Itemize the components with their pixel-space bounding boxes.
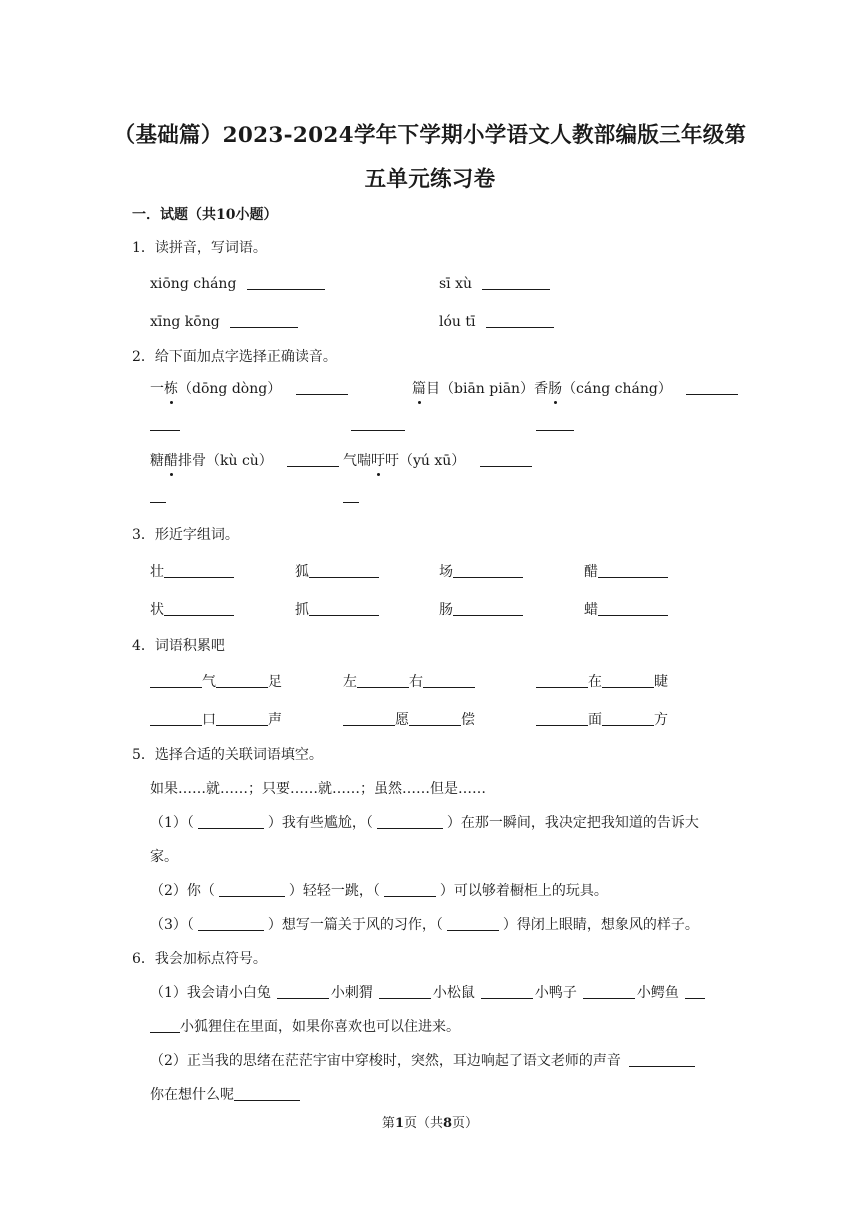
char: 在 xyxy=(588,674,602,690)
q5-sentence-1-wrap: 家。 xyxy=(150,849,178,865)
answer-blank[interactable] xyxy=(453,600,523,616)
answer-blank[interactable] xyxy=(482,274,550,290)
char: 壮 xyxy=(150,564,164,580)
q4-stem: 4．词语积累吧 xyxy=(132,638,225,654)
char: 肠 xyxy=(439,602,453,618)
answer-blank[interactable] xyxy=(384,881,436,897)
pinyin-options: （dōng dòng） xyxy=(178,381,282,397)
answer-blank[interactable] xyxy=(198,915,264,931)
pinyin: xīng kōng xyxy=(150,314,220,330)
q3-stem: 3．形近字组词。 xyxy=(132,527,239,543)
answer-blank[interactable] xyxy=(150,710,202,726)
answer-blank[interactable] xyxy=(598,600,668,616)
q3-item xyxy=(150,599,234,619)
idiom-item xyxy=(536,671,668,691)
answer-blank[interactable] xyxy=(343,710,395,726)
text: 小鸭子 xyxy=(534,985,577,1001)
answer-blank[interactable] xyxy=(602,672,654,688)
answer-blank-wrap[interactable] xyxy=(343,501,359,503)
q1-item xyxy=(150,274,325,292)
answer-blank[interactable] xyxy=(296,379,348,395)
q6-sentence-1 xyxy=(150,982,705,1002)
char: 右 xyxy=(409,674,423,690)
pinyin: lóu tī xyxy=(439,314,476,330)
text: （3）（ xyxy=(150,917,194,933)
answer-blank[interactable] xyxy=(230,312,298,328)
pinyin-options: （cáng cháng） xyxy=(562,381,672,397)
answer-blank[interactable] xyxy=(486,312,554,328)
char: 口 xyxy=(202,712,216,728)
q3-item xyxy=(295,561,379,581)
page-title-line2: 五单元练习卷 xyxy=(364,167,496,192)
q6-sentence-1-wrap xyxy=(150,1016,460,1036)
answer-blank[interactable] xyxy=(247,274,325,290)
answer-blank[interactable] xyxy=(216,710,268,726)
q3-item xyxy=(584,561,668,581)
text: 页（共 xyxy=(403,1116,443,1131)
answer-blank[interactable] xyxy=(583,983,635,999)
char: 声 xyxy=(268,712,282,728)
q1-item xyxy=(150,312,298,330)
answer-blank[interactable] xyxy=(409,710,461,726)
pinyin-options: 吁（yú xū） xyxy=(385,453,466,469)
page-number: 1 xyxy=(394,1116,404,1131)
answer-blank[interactable] xyxy=(357,672,409,688)
q5-sentence-2 xyxy=(150,880,608,900)
text: （2）你（ xyxy=(150,883,215,899)
text: ）想写一篇关于风的习作，（ xyxy=(267,917,443,933)
answer-blank[interactable] xyxy=(685,983,705,999)
text: 页） xyxy=(452,1116,479,1131)
answer-blank-wrap[interactable] xyxy=(150,429,180,431)
q2-item xyxy=(150,378,348,398)
text: 小松鼠 xyxy=(432,985,475,1001)
pinyin: xiōng cháng xyxy=(150,276,237,292)
answer-blank-wrap[interactable] xyxy=(536,429,574,431)
answer-blank-wrap[interactable] xyxy=(150,501,166,503)
q5-stem: 5．选择合适的关联词语填空。 xyxy=(132,747,323,763)
text: 一 xyxy=(150,381,164,397)
q6-sentence-2-wrap xyxy=(150,1084,300,1104)
answer-blank[interactable] xyxy=(219,881,285,897)
answer-blank[interactable] xyxy=(164,600,234,616)
text: ）得闭上眼睛，想象风的样子。 xyxy=(502,917,699,933)
text: 气喘 xyxy=(343,453,371,469)
answer-blank[interactable] xyxy=(377,813,443,829)
pinyin-options: 排骨（kù cù） xyxy=(178,453,273,469)
text: （1）（ xyxy=(150,815,194,831)
page-footer xyxy=(0,1112,860,1131)
q2-stem: 2．给下面加点字选择正确读音。 xyxy=(132,349,337,365)
dotted-char: 肠 xyxy=(548,378,562,398)
answer-blank[interactable] xyxy=(536,710,588,726)
char: 左 xyxy=(343,674,357,690)
answer-blank-wrap[interactable] xyxy=(351,429,405,431)
q3-item xyxy=(439,599,523,619)
text: 小刺猬 xyxy=(330,985,373,1001)
q3-item xyxy=(150,561,234,581)
idiom-item xyxy=(343,671,475,691)
char: 面 xyxy=(588,712,602,728)
answer-blank[interactable] xyxy=(150,1017,180,1033)
answer-blank[interactable] xyxy=(216,672,268,688)
q3-item xyxy=(584,599,668,619)
dotted-char: 篇 xyxy=(412,378,426,398)
q6-sentence-2 xyxy=(150,1050,695,1070)
text: 小狐狸住在里面，如果你喜欢也可以住进来。 xyxy=(180,1019,460,1035)
answer-blank[interactable] xyxy=(198,813,264,829)
text: 香 xyxy=(534,381,549,397)
answer-blank[interactable] xyxy=(602,710,654,726)
answer-blank[interactable] xyxy=(309,562,379,578)
page-title-line1: （基础篇）2023-2024学年下学期小学语文人教部编版三年级第 xyxy=(113,123,747,148)
dotted-char: 醋 xyxy=(164,450,178,470)
text: （2）正当我的思绪在茫茫宇宙中穿梭时，突然，耳边响起了语文老师的声音 xyxy=(150,1053,621,1069)
answer-blank[interactable] xyxy=(379,983,431,999)
answer-blank[interactable] xyxy=(423,672,475,688)
char: 方 xyxy=(654,712,668,728)
text: （1）我会请小白兔 xyxy=(150,985,271,1001)
pinyin-options: 目（biān piān） xyxy=(426,381,535,397)
answer-blank[interactable] xyxy=(164,562,234,578)
char: 抓 xyxy=(295,602,309,618)
idiom-item xyxy=(150,671,282,691)
q6-stem: 6．我会加标点符号。 xyxy=(132,951,267,967)
dotted-char: 吁 xyxy=(371,450,385,470)
q2-item xyxy=(412,378,738,398)
char: 气 xyxy=(202,674,216,690)
answer-blank[interactable] xyxy=(150,672,202,688)
answer-blank[interactable] xyxy=(629,1051,695,1067)
q2-item xyxy=(343,450,532,470)
answer-blank[interactable] xyxy=(287,451,339,467)
dotted-char: 栋 xyxy=(164,378,178,398)
char: 蜡 xyxy=(584,602,598,618)
text: 你在想什么呢 xyxy=(150,1087,234,1103)
text: ）可以够着橱柜上的玩具。 xyxy=(439,883,608,899)
answer-blank[interactable] xyxy=(480,451,532,467)
pinyin: sī xù xyxy=(439,276,473,292)
q1-item xyxy=(439,312,554,330)
char: 场 xyxy=(439,564,453,580)
q1-item xyxy=(439,274,550,292)
q3-item xyxy=(439,561,523,581)
idiom-item xyxy=(343,709,475,729)
answer-blank[interactable] xyxy=(481,983,533,999)
answer-blank[interactable] xyxy=(309,600,379,616)
idiom-item xyxy=(150,709,282,729)
section-heading: 一．试题（共10小题） xyxy=(132,207,278,223)
text: ）我有些尴尬，（ xyxy=(267,815,373,831)
answer-blank[interactable] xyxy=(598,562,668,578)
q5-options: 如果……就……；只要……就……；虽然……但是…… xyxy=(150,781,486,797)
answer-blank[interactable] xyxy=(234,1085,300,1101)
q3-item xyxy=(295,599,379,619)
char: 愿 xyxy=(395,712,409,728)
char: 醋 xyxy=(584,564,598,580)
text: ）轻轻一跳，（ xyxy=(288,883,380,899)
answer-blank[interactable] xyxy=(536,672,588,688)
q1-stem: 1．读拼音，写词语。 xyxy=(132,240,267,256)
text: ）在那一瞬间，我决定把我知道的告诉大 xyxy=(446,815,699,831)
idiom-item xyxy=(536,709,668,729)
q5-sentence-1 xyxy=(150,812,699,832)
text: 小鳄鱼 xyxy=(636,985,679,1001)
text: 糖 xyxy=(150,453,164,469)
answer-blank[interactable] xyxy=(453,562,523,578)
page-total: 8 xyxy=(443,1116,453,1131)
answer-blank[interactable] xyxy=(447,915,499,931)
answer-blank[interactable] xyxy=(686,379,738,395)
char: 偿 xyxy=(461,712,475,728)
char: 状 xyxy=(150,602,164,618)
char: 狐 xyxy=(295,564,309,580)
char: 足 xyxy=(268,674,282,690)
answer-blank[interactable] xyxy=(277,983,329,999)
text: 第 xyxy=(381,1116,395,1131)
q2-item xyxy=(150,450,339,470)
q5-sentence-3 xyxy=(150,914,699,934)
char: 睫 xyxy=(654,674,668,690)
